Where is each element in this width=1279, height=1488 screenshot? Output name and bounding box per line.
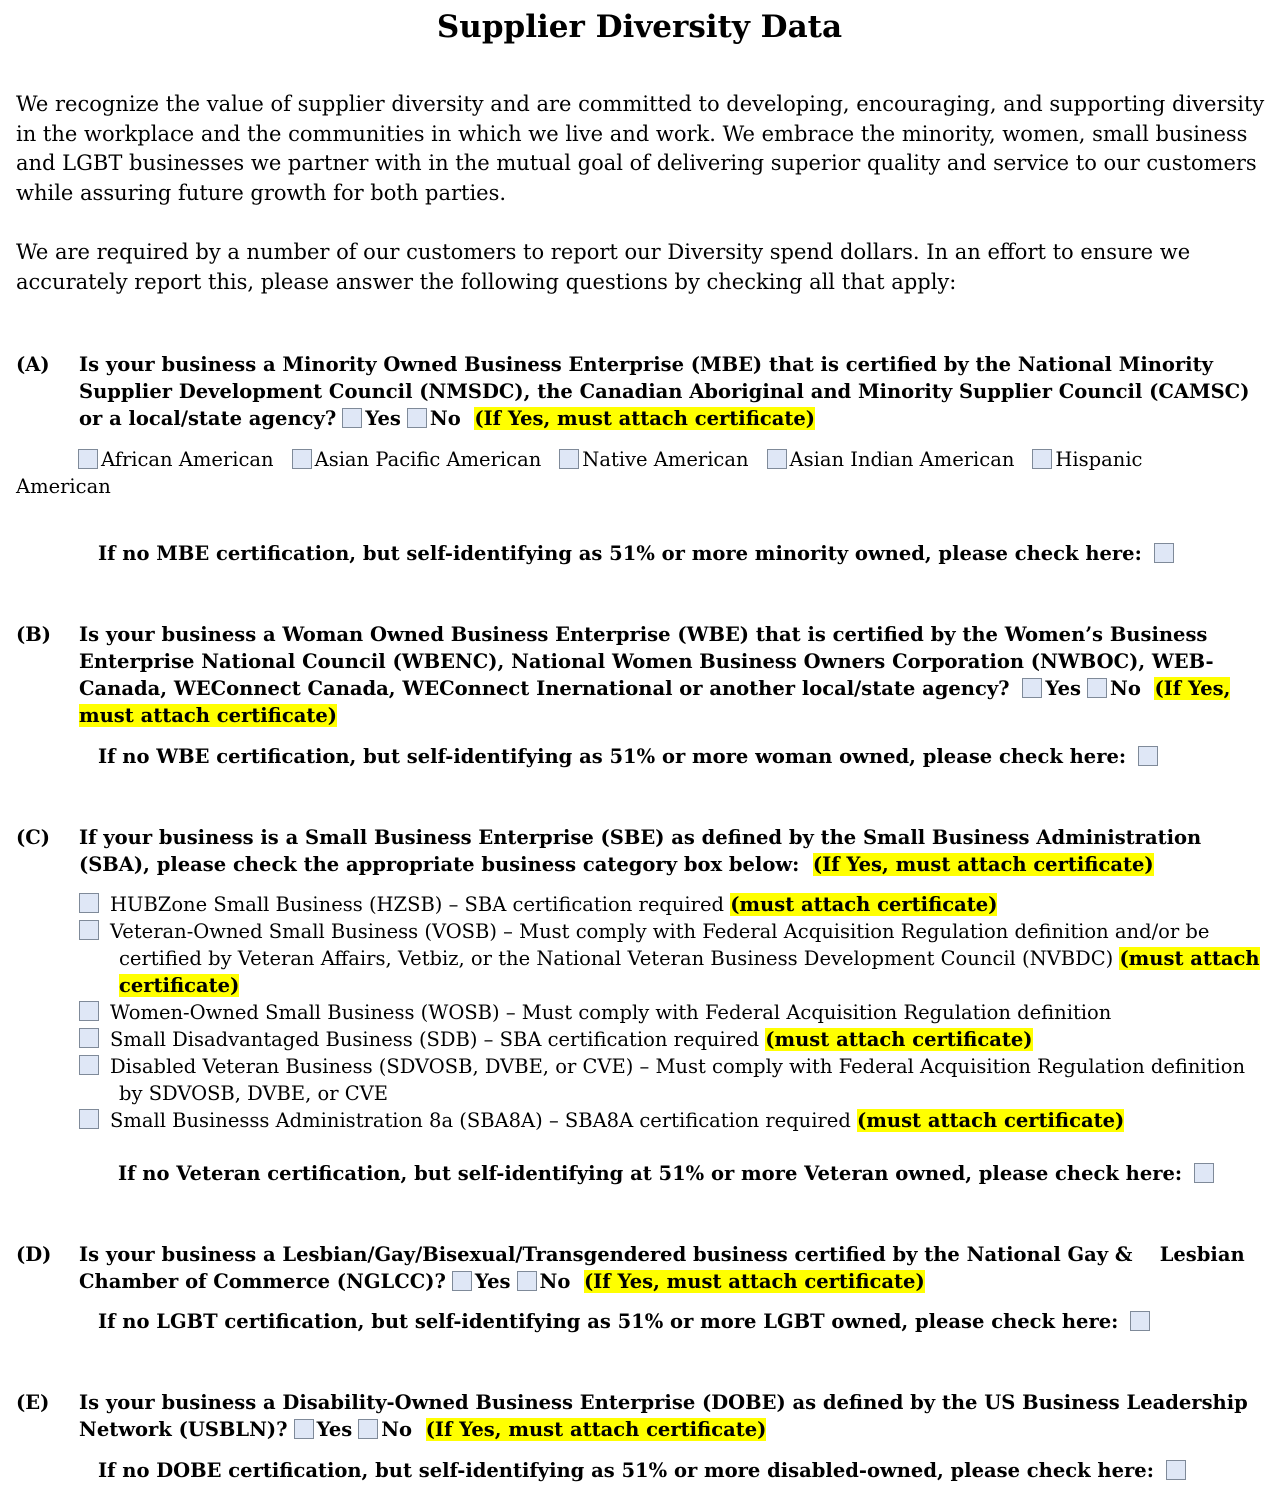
section-d-yes-label: Yes — [474, 1270, 511, 1293]
sdb-checkbox[interactable] — [79, 1028, 99, 1048]
hispanic-label-continued: American — [16, 475, 111, 498]
hispanic-label: Hispanic — [1055, 448, 1143, 471]
section-a-note: (If Yes, must attach certificate) — [474, 407, 816, 430]
section-b-yes-checkbox[interactable] — [1022, 678, 1042, 698]
section-e-yes-checkbox[interactable] — [294, 1419, 314, 1439]
vosb-label: Veteran-Owned Small Business (VOSB) – Must comply with Federal Acquisition Regulation definition and/or be certified by Veteran Affairs, Vetbiz, or the National Veteran Business Development Council (NVBDC) — [110, 920, 1210, 970]
native-american-label: Native American — [582, 448, 749, 471]
section-d-question-text: Is your business a Lesbian/Gay/Bisexual/Transgendered business certified by the National Gay & Lesbian Chamber of Commerce (NGLCC)? — [79, 1243, 1252, 1293]
section-e-self-identify-text: If no DOBE certification, but self-identifying as 51% or more disabled-owned, please check here: — [98, 1459, 1154, 1482]
section-d-no-label: No — [539, 1270, 571, 1293]
section-b-question — [79, 621, 1264, 729]
section-b-yes-label: Yes — [1045, 677, 1082, 700]
sbe-category-sdb — [79, 1026, 1264, 1053]
sba8a-label: Small Businesss Administration 8a (SBA8A) – SBA8A certification required — [110, 1109, 851, 1132]
section-a-no-label: No — [429, 407, 461, 430]
section-d-question — [79, 1241, 1264, 1295]
sdb-note: (must attach certificate) — [765, 1028, 1033, 1051]
sbe-category-sdvosb — [79, 1053, 1264, 1107]
section-e-note: (If Yes, must attach certificate) — [425, 1418, 767, 1441]
native-american-checkbox[interactable] — [559, 449, 579, 469]
page-title: Supplier Diversity Data — [436, 9, 843, 45]
section-a-question-text: Is your business a Minority Owned Business Enterprise (MBE) that is certified by the National Minority Supplier Development Council (NMSDC), the Canadian Aboriginal and Minority Supplier Council (CAMSC) or a local/state agency? — [79, 353, 1250, 430]
section-d-yes-checkbox[interactable] — [452, 1271, 472, 1291]
intro-paragraph-2: We are required by a number of our customers to report our Diversity spend dollars. In an effort to ensure we accurately report this, please answer the following questions by checking all that apply: — [16, 240, 1191, 294]
section-a-question — [79, 351, 1264, 432]
hzsb-note: (must attach certificate) — [730, 893, 998, 916]
section-d-no-checkbox[interactable] — [517, 1271, 537, 1291]
section-e-question-text: Is your business a Disability-Owned Business Enterprise (DOBE) as defined by the US Business Leadership Network (USBLN)? — [79, 1391, 1248, 1441]
vosb-checkbox[interactable] — [79, 920, 99, 940]
asian-indian-american-checkbox[interactable] — [767, 449, 787, 469]
asian-indian-american-label: Asian Indian American — [789, 448, 1015, 471]
section-c-question — [79, 824, 1264, 878]
section-b-question-text: Is your business a Woman Owned Business Enterprise (WBE) that is certified by the Women’s Business Enterprise National Council (WBENC), National Women Business Owners Corporation (NWBOC), WEB-Canada, WEConnect Canada, WEConnect Inernational or another local/state agency? — [79, 623, 1214, 700]
section-e-self-identify — [98, 1457, 1189, 1484]
vosb-note: (must attach certificate) — [119, 947, 1260, 997]
sba8a-checkbox[interactable] — [79, 1109, 99, 1129]
section-b-self-identify-text: If no WBE certification, but self-identifying as 51% or more woman owned, please check here: — [98, 745, 1127, 768]
section-c-self-identify-text: If no Veteran certification, but self-identifying at 51% or more Veteran owned, please check here: — [118, 1162, 1183, 1185]
sbe-category-vosb — [79, 918, 1264, 999]
asian-pacific-american-label: Asian Pacific American — [314, 448, 542, 471]
wosb-checkbox[interactable] — [79, 1001, 99, 1021]
section-e-no-checkbox[interactable] — [358, 1419, 378, 1439]
section-d-self-identify-checkbox[interactable] — [1130, 1311, 1150, 1331]
african-american-checkbox[interactable] — [78, 449, 98, 469]
section-d-self-identify-text: If no LGBT certification, but self-identifying as 51% or more LGBT owned, please check here: — [98, 1310, 1119, 1333]
section-e-yes-label: Yes — [316, 1418, 353, 1441]
section-a-no-checkbox[interactable] — [407, 408, 427, 428]
section-a-self-identify-text: If no MBE certification, but self-identifying as 51% or more minority owned, please check here: — [98, 542, 1142, 565]
wosb-label: Women-Owned Small Business (WOSB) – Must comply with Federal Acquisition Regulation definition — [110, 1001, 1112, 1024]
intro-paragraph-1: We recognize the value of supplier diversity and are committed to developing, encouraging, and supporting diversity in the workplace and the communities in which we live and work. We embrace the minority, women, small business and LGBT businesses we partner with in the mutual goal of delivering superior quality and service to our customers while assuring future growth for both parties. — [16, 92, 1265, 206]
hispanic-american-checkbox[interactable] — [1032, 449, 1052, 469]
african-american-label: African American — [101, 448, 274, 471]
section-a-self-identify — [98, 540, 1177, 567]
section-a-yes-checkbox[interactable] — [342, 408, 362, 428]
hzsb-label: HUBZone Small Business (HZSB) – SBA certification required — [110, 893, 724, 916]
sdvosb-label: Disabled Veteran Business (SDVOSB, DVBE, or CVE) – Must comply with Federal Acquisition Regulation definition by SDVOSB, DVBE, or CVE — [110, 1055, 1246, 1105]
sba8a-note: (must attach certificate) — [857, 1109, 1125, 1132]
section-b-letter: (B) — [16, 623, 51, 646]
section-b-self-identify-checkbox[interactable] — [1138, 746, 1158, 766]
section-c-self-identify-checkbox[interactable] — [1194, 1163, 1214, 1183]
section-b-self-identify — [98, 743, 1161, 770]
section-e-question — [79, 1389, 1264, 1443]
section-e-no-label: No — [381, 1418, 413, 1441]
section-c-question-text: If your business is a Small Business Enterprise (SBE) as defined by the Small Business Administration (SBA), please check the appropriate business category box below: — [79, 826, 1202, 876]
section-b-no-checkbox[interactable] — [1087, 678, 1107, 698]
sbe-category-hzsb — [79, 891, 1264, 918]
asian-pacific-american-checkbox[interactable] — [292, 449, 312, 469]
sdb-label: Small Disadvantaged Business (SDB) – SBA certification required — [110, 1028, 760, 1051]
section-a-letter: (A) — [16, 353, 50, 376]
section-e-letter: (E) — [16, 1391, 50, 1414]
section-d-self-identify — [98, 1308, 1153, 1335]
sbe-category-sba8a — [79, 1107, 1264, 1134]
section-d-note: (If Yes, must attach certificate) — [583, 1270, 925, 1293]
section-d-letter: (D) — [16, 1243, 52, 1266]
sbe-category-wosb — [79, 999, 1264, 1026]
section-a-self-identify-checkbox[interactable] — [1154, 543, 1174, 563]
section-b-no-label: No — [1110, 677, 1141, 700]
sdvosb-checkbox[interactable] — [79, 1055, 99, 1075]
section-c-letter: (C) — [16, 826, 50, 849]
section-b-note: (If Yes, must attach certificate) — [79, 677, 1231, 727]
sbe-category-list — [79, 891, 1264, 1134]
section-c-self-identify — [118, 1160, 1217, 1187]
section-c-note: (If Yes, must attach certificate) — [812, 853, 1154, 876]
section-a-yes-label: Yes — [365, 407, 401, 430]
section-e-self-identify-checkbox[interactable] — [1166, 1460, 1186, 1480]
ethnicity-options — [16, 446, 1216, 500]
hzsb-checkbox[interactable] — [79, 893, 99, 913]
